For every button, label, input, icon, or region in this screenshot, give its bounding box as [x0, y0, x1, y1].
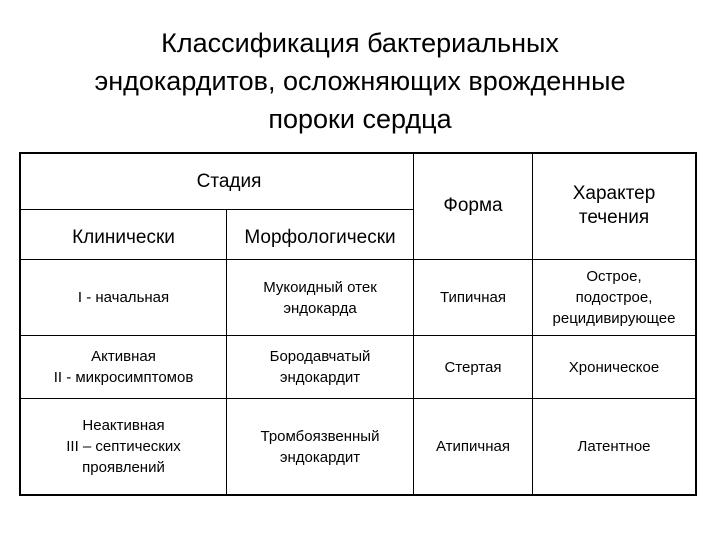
table-row-2-clinical [21, 336, 226, 398]
table-row-3-morphological [227, 399, 413, 494]
header-stage-label: Стадия [196, 171, 262, 192]
row-1-morph-line-2: эндокарда [283, 299, 357, 317]
row-2-clinical-line-2: II - микросимптомов [53, 369, 194, 386]
row-2-clinical-line-1: Активная [91, 348, 156, 365]
table-border-right [695, 152, 697, 496]
table-row-1-course [533, 260, 695, 335]
header-clinical [21, 218, 226, 258]
row-1-course-line-2: подострое, [575, 289, 653, 306]
row-3-morph-line-2: эндокардит [279, 448, 361, 466]
header-morphological [227, 218, 413, 258]
table-row-1-clinical [21, 260, 226, 335]
row-2-morph-line-1: Бородавчатый [269, 348, 371, 365]
table-row-3-form [414, 399, 532, 494]
row-1-course-line-1: Острое, [586, 268, 642, 285]
table-row-2-form [414, 336, 532, 398]
header-stage [139, 162, 319, 202]
row-3-morph-line-1: Тромбоязвенный [260, 427, 380, 445]
row-1-morph-line-1: Мукоидный отек [263, 278, 377, 296]
header-form-label: Форма [443, 195, 503, 216]
row-2-morph-line-2: эндокардит [279, 369, 361, 386]
row-2-form-text: Стертая [444, 358, 502, 376]
page-title [20, 24, 700, 138]
table-row-2-course [533, 336, 695, 398]
row-1-form-text: Типичная [440, 289, 506, 306]
row-3-form-text: Атипичная [436, 438, 510, 455]
table-row-2-morphological [227, 336, 413, 398]
header-clinical-label: Клинически [72, 227, 175, 248]
table-row-1-form [414, 260, 532, 335]
title-line-2: эндокардитов, осложняющих врожденные [94, 66, 626, 96]
table-border-bottom [19, 494, 697, 496]
stage-subheader-line [19, 209, 413, 210]
header-morphological-label: Морфологически [244, 227, 396, 248]
title-line-1: Классификация бактериальных [161, 28, 559, 58]
header-course [533, 178, 695, 234]
row-1-course-line-3: рецидивирующее [552, 310, 676, 327]
table-row-3-clinical [21, 399, 226, 494]
header-course-line-1: Характер [572, 183, 656, 204]
row-3-clinical-line-2: III – септических [66, 438, 181, 455]
row-2-course-text: Хроническое [568, 358, 660, 376]
table-row-1-morphological [227, 260, 413, 335]
row-3-course-text: Латентное [577, 438, 651, 455]
row-1-clinical-text: I - начальная [77, 289, 170, 306]
row-3-clinical-line-1: Неактивная [82, 417, 165, 434]
header-form [414, 184, 532, 228]
table-row-3-course [533, 399, 695, 494]
title-line-3: пороки сердца [268, 104, 452, 134]
table-border-top [19, 152, 697, 154]
row-3-clinical-line-3: проявлений [82, 459, 165, 476]
header-course-line-2: течения [578, 207, 650, 228]
